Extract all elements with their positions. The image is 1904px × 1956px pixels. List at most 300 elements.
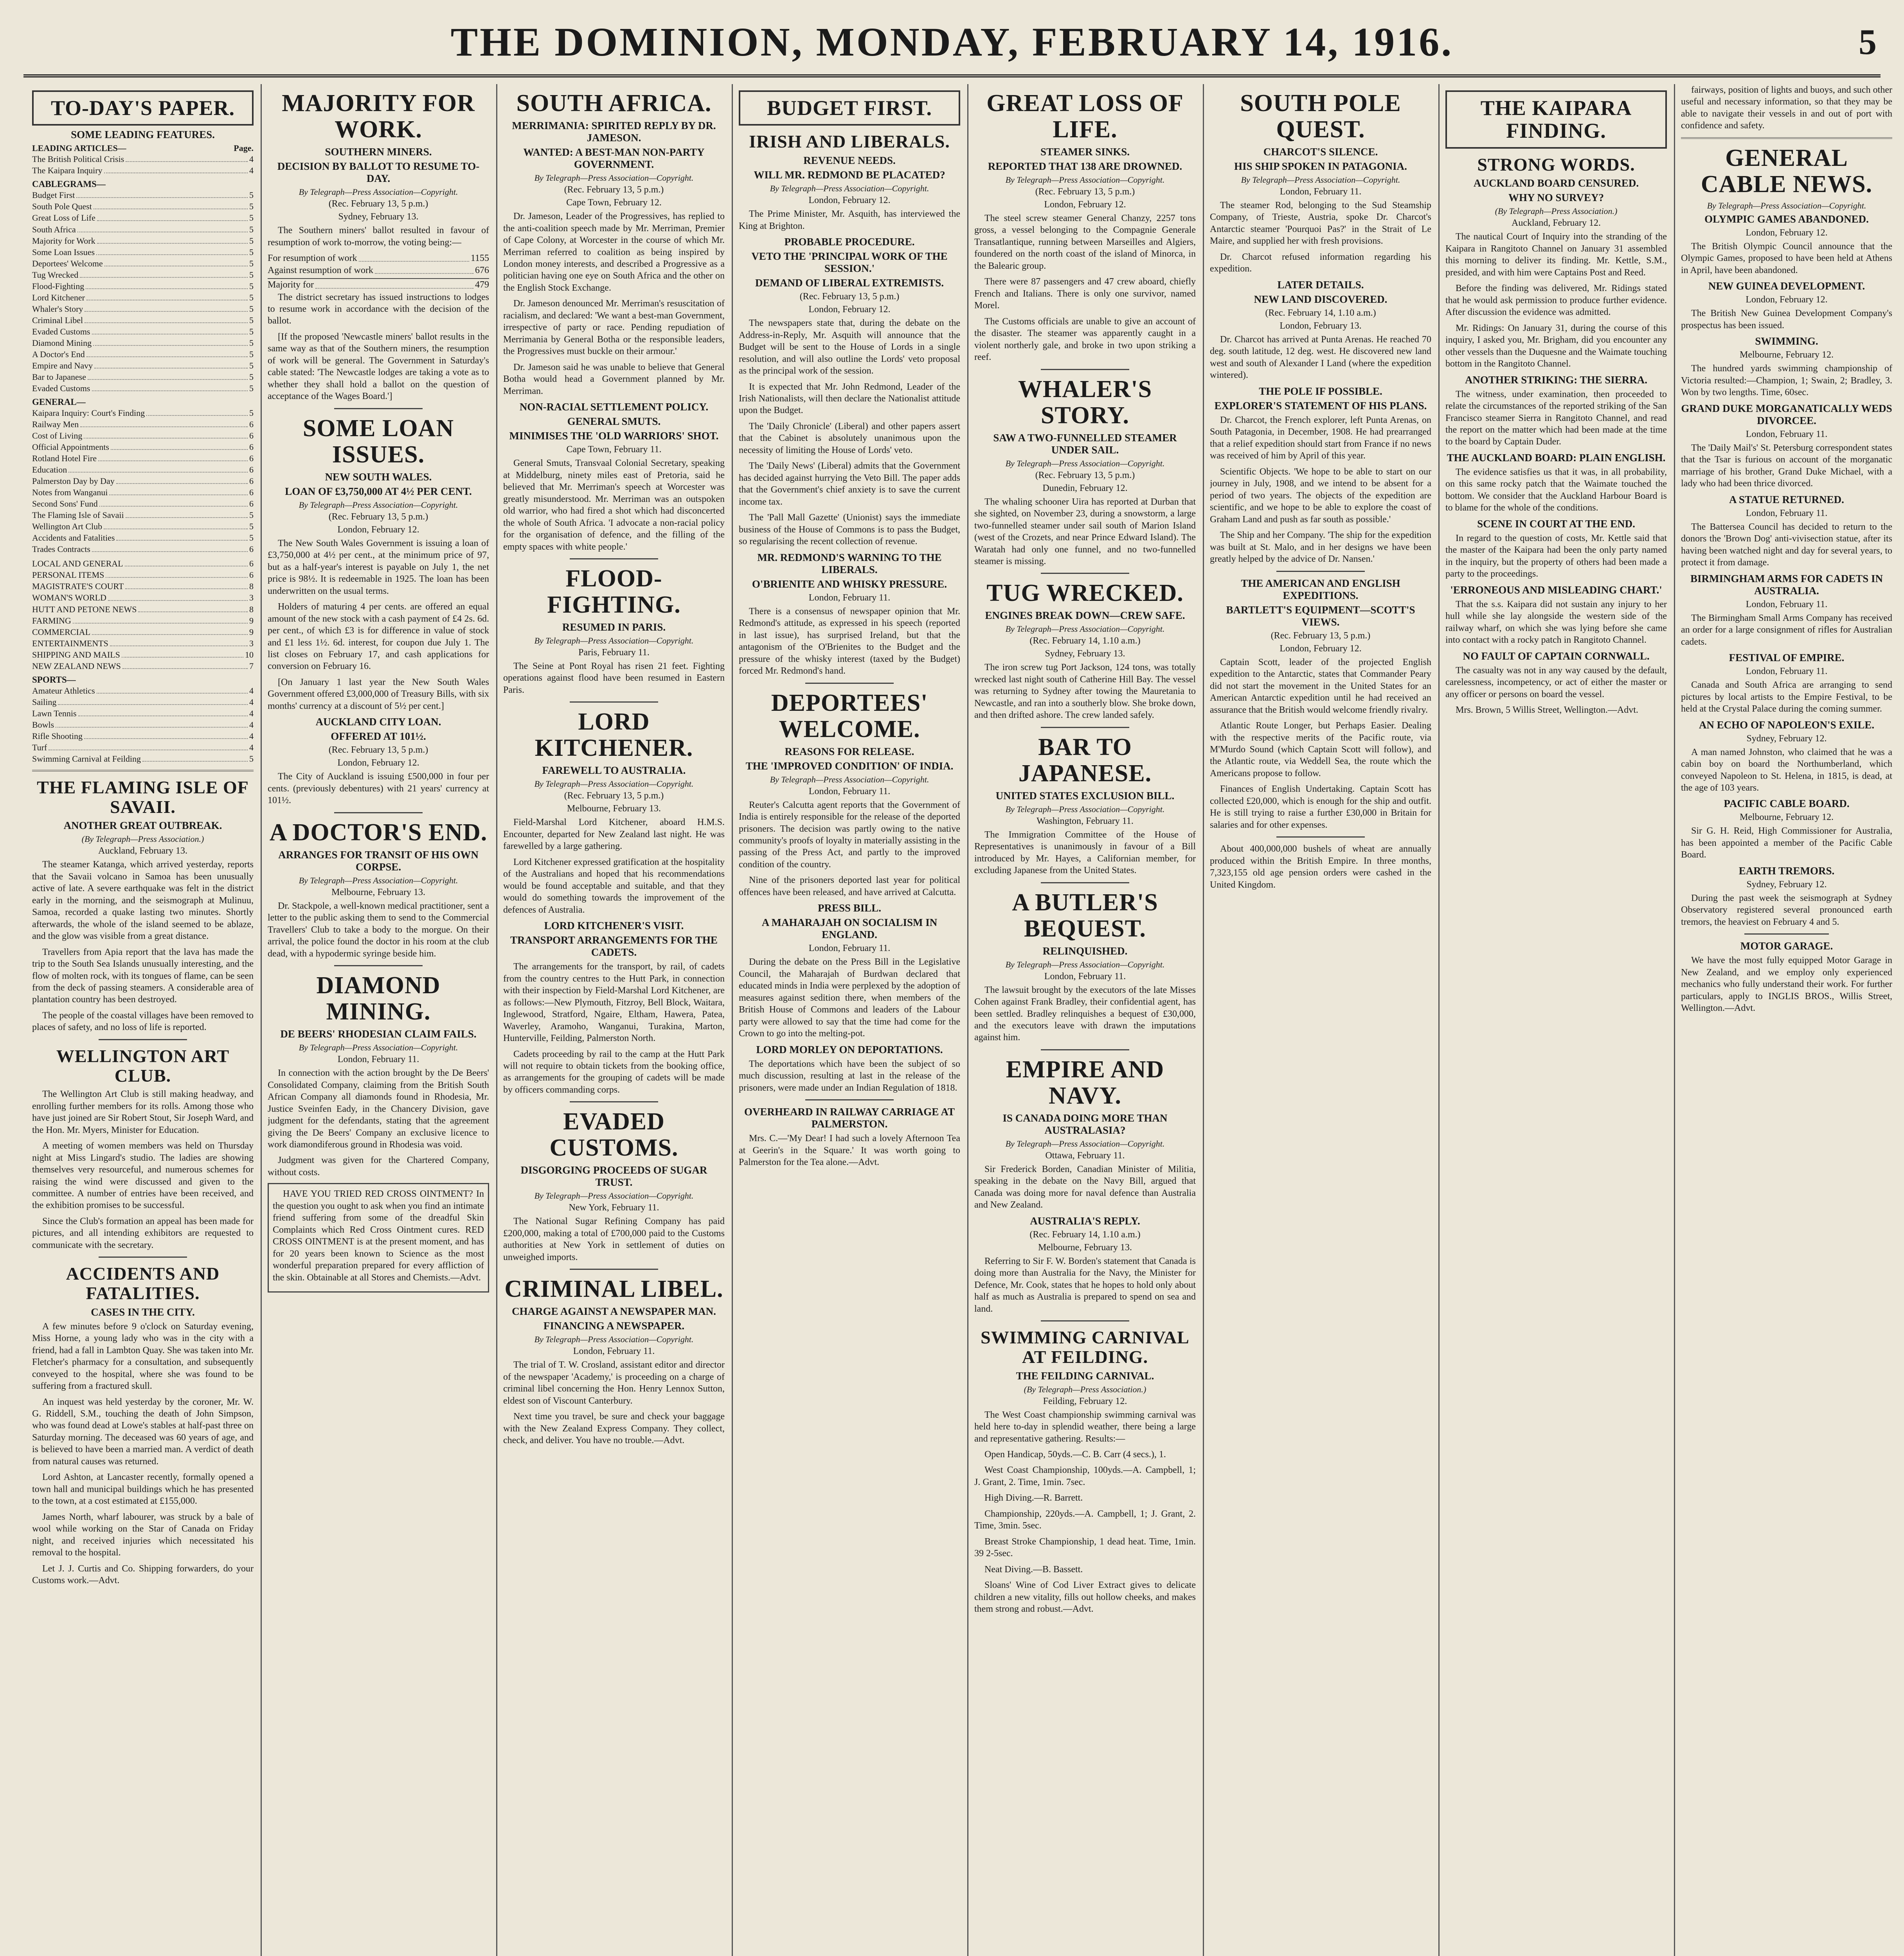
article-paragraph: A meeting of women members was held on Thursday night at Miss Lingard's studio. The ladies are showing themselves very resourceful, and numerous schemes for raising the wind were discussed and given to the committee. A number of entries have been received, and the exhibition promises to be successful. [32, 1141, 254, 1211]
index-entry-title: Bowls [32, 719, 54, 730]
article-heading: THE FLAMING ISLE OF SAVAII. [37, 777, 249, 817]
dateline: Auckland, February 12. [1512, 218, 1601, 228]
article-subheading: THE 'IMPROVED CONDITION' OF INDIA. [745, 760, 954, 772]
received-line: (Rec. February 13, 5 p.m.) [799, 291, 900, 302]
article-heading: SOUTH AFRICA. [516, 90, 712, 117]
index-entry-title: Lord Kitchener [32, 292, 85, 302]
index-entry-title: FARMING [32, 615, 71, 626]
index-entry [32, 201, 254, 212]
advertisement: Next time you travel, be sure and check your baggage with the New Zealand Express Company. They collect, check, and deliver. You have no trouble.—Advt. [503, 1411, 725, 1446]
article-subheading: FINANCING A NEWSPAPER. [543, 1320, 685, 1332]
cable-item-text: Canada and South Africa are arranging to send pictures by local artists to the Empire Festival, to be held at the Crystal Palace during the coming summer. [1681, 680, 1892, 714]
index-entry [32, 246, 254, 258]
dot-leader [88, 371, 248, 380]
separator [805, 1099, 894, 1100]
article-subheading: DECISION BY BALLOT TO RESUME TO-DAY. [277, 160, 480, 184]
article-paragraph: That the s.s. Kaipara did not sustain any injury to her hull while she lay alongside the western side of the railway wharf, on which she was lying before she came into contact with a rocky patch in Rangitoto Channel. [1445, 599, 1667, 645]
index-entry [32, 453, 254, 464]
cable-item-heading: GRAND DUKE MORGANATICALLY WEDS DIVORCEE. [1681, 402, 1892, 426]
dateline: London, February 11. [808, 943, 891, 954]
article-subheading: OFFERED AT 101½. [331, 730, 426, 742]
index-entry-title: ENTERTAINMENTS [32, 638, 108, 648]
article-subheading: 'ERRONEOUS AND MISLEADING CHART.' [1450, 584, 1662, 596]
received-line: (Rec. February 13, 5 p.m.) [564, 185, 664, 195]
vote-row [268, 264, 489, 277]
article-paragraph: Dr. Charcot refused information regarding his expedition. [1210, 252, 1431, 274]
dateline: London, February 11. [337, 1054, 419, 1065]
index-entry-title: Wellington Art Club [32, 521, 103, 532]
article-paragraph: Finances of English Undertaking. Captain Scott has collected £20,000, which is enough for the ship and outfit. He is still trying to raise a further £30,000 in Britain for salaries and for other expenses. [1210, 784, 1431, 830]
article-subheading: AUSTRALIA'S REPLY. [1030, 1215, 1140, 1227]
dateline: London, February 12. [1280, 643, 1362, 654]
dot-leader [92, 326, 248, 334]
index-entry [32, 615, 254, 626]
credit-line: (By Telegraph—Press Association.) [1495, 206, 1618, 216]
article-body [503, 961, 725, 1096]
credit-line: (By Telegraph—Press Association.) [81, 834, 204, 844]
index-entry-page: 5 [249, 521, 254, 532]
article-paragraph: The people of the coastal villages have been removed to places of safety, and no loss of life is reported. [32, 1010, 254, 1033]
article-body [32, 1321, 254, 1559]
dateline: London, February 12. [808, 304, 891, 315]
index-entry [32, 441, 254, 453]
article-subheading: ARRANGES FOR TRANSIT OF HIS OWN CORPSE. [278, 849, 479, 873]
leading-features-subheading: SOME LEADING FEATURES. [71, 129, 215, 141]
ballot-results [268, 252, 489, 291]
article-body [974, 212, 1196, 363]
article-paragraph: High Diving.—R. Barrett. [984, 1493, 1083, 1503]
article-paragraph: The deportations which have been the subject of so much discussion, resulting at last in the release of the prisoners, were made under an Indian Regulation of 1818. [739, 1059, 960, 1093]
dot-leader [86, 349, 248, 357]
article-paragraph: The Seine at Pont Royal has risen 21 feet. Fighting operations against flood have been resumed in Eastern Paris. [503, 661, 725, 695]
article-body [268, 538, 489, 712]
index-entry-title: Great Loss of Life [32, 213, 95, 223]
index-entry-page: 5 [249, 408, 254, 418]
cable-item-heading: BIRMINGHAM ARMS FOR CADETS IN AUSTRALIA. [1690, 572, 1883, 597]
index-entry [32, 212, 254, 223]
article-subheading: O'BRIENITE AND WHISKY PRESSURE. [752, 578, 947, 590]
dateline: London, February 11. [1746, 666, 1828, 677]
article-subheading: CASES IN THE CITY. [91, 1306, 195, 1318]
index-entry-title: Cost of Living [32, 431, 83, 441]
index-entry-title: Amateur Athletics [32, 685, 95, 696]
index-entry-title: Notes from Wanganui [32, 487, 108, 498]
article-paragraph: The steamer Katanga, which arrived yesterday, reports that the Savaii volcano in Samoa has been unusually active of late. A severe earthquake was felt in the district early in the morning, and the seismograph at Mulinuu, Samoa, recorded a quake lasting two minutes. Shortly afterwards, the whole of the island seemed to be ablaze, and the glow was visible from a great distance. [32, 859, 254, 942]
separator [570, 1101, 658, 1102]
index-entry-title: Lawn Tennis [32, 708, 77, 718]
article-paragraph: The iron screw tug Port Jackson, 124 tons, was totally wrecked last night south of Catherine Hill Bay. The vessel was returning to Sydney after towing the Mauretania to Newcastle, and ran into a southerly blow. She broke down, and then drifted ashore. The crew landed safely. [974, 662, 1196, 721]
dot-leader [116, 475, 248, 484]
article-paragraph: The newspapers state that, during the debate on the Address-in-Reply, Mr. Asquith will announce that the Budget will be sent to the House of Lords in a single resolution, and will also outline the Lords' veto proposal as the principal work of the session. [739, 318, 960, 376]
index-entry-title: Turf [32, 742, 47, 752]
index-entry-page: 5 [249, 383, 254, 393]
article-heading: ACCIDENTS AND FATALITIES. [66, 1264, 220, 1303]
article-subheading: IS CANADA DOING MORE THAN AUSTRALASIA? [1002, 1112, 1168, 1136]
separator [1681, 137, 1892, 139]
separator [570, 558, 658, 559]
cablegrams-label: CABLEGRAMS— [32, 179, 106, 189]
cable-item-text: The hundred yards swimming championship of Victoria resulted:—Champion, 1; Swain, 2; Bradley, 3. Won by two lengths. Time, 60sec. [1681, 363, 1892, 398]
article-paragraph: The whaling schooner Uira has reported at Durban that she sighted, on November 23, during a snowstorm, a large two-funnelled steamer under sail south of Marion Island (west of the Crozets, and near Prince Edward Island). The Waratah had only one funnel, and no two-funnelled steamer is missing. [974, 496, 1196, 566]
separator [334, 408, 423, 409]
article-subheading: UNITED STATES EXCLUSION BILL. [995, 789, 1175, 802]
index-page-label: Page. [234, 143, 254, 153]
article-heading: BAR TO JAPANESE. [1018, 734, 1152, 787]
index-entry-page: 6 [249, 499, 254, 509]
article-paragraph: West Coast Championship, 100yds.—A. Campbell, 1; J. Grant, 2. Time, 1min. 7sec. [974, 1465, 1196, 1487]
article-paragraph: Scientific Objects. 'We hope to be able to start on our journey in July, 1908, and we intend to be absent for a period of two years. The objects of the expedition are scientific, and we hope to be able to explore the coast of Graham Land and push as far south as possible.' [1210, 466, 1431, 525]
dateline: London, February 11. [573, 1346, 655, 1357]
dateline: London, February 11. [808, 592, 891, 603]
index-entry-title: Tug Wrecked [32, 270, 79, 280]
credit-line: By Telegraph—Press Association—Copyright. [534, 1334, 694, 1345]
dot-leader [92, 626, 248, 635]
vote-label: Against resumption of work [268, 265, 373, 276]
dot-leader [104, 521, 248, 529]
article-heading: WELLINGTON ART CLUB. [56, 1046, 230, 1086]
dot-leader [78, 708, 248, 716]
separator [99, 1039, 187, 1040]
index-entry-page: 6 [249, 453, 254, 464]
index-entry-title: Budget First [32, 190, 75, 200]
received-line: (Rec. February 14, 1.10 a.m.) [1265, 307, 1376, 318]
column-rule [1674, 84, 1675, 1956]
article-paragraph: The Customs officials are unable to give an account of the disaster. The steamer was apparently caught in a violent northerly gale, and broke in two upon striking a reef. [974, 316, 1196, 363]
index-entry-title: Palmerston Day by Day [32, 476, 115, 486]
article-paragraph: Dr. Jameson said he was unable to believe that General Botha would head a Government planned by Mr. Merriman. [503, 362, 725, 396]
article-body [268, 291, 489, 403]
credit-line: By Telegraph—Press Association—Copyright. [770, 183, 929, 194]
index-entry [32, 649, 254, 660]
article-body [32, 1088, 254, 1251]
article-subheading: ANOTHER STRIKING: THE SIERRA. [1465, 374, 1648, 386]
dot-leader [68, 464, 248, 473]
article-subheading: SCENE IN COURT AT THE END. [1477, 518, 1635, 530]
cable-item-heading: OLYMPIC GAMES ABANDONED. [1704, 213, 1869, 225]
cable-item-text: Sir G. H. Reid, High Commissioner for Australia, has been appointed a member of the Pacific Cable Board. [1681, 826, 1892, 860]
index-entry-title: South Pole Quest [32, 201, 92, 212]
article-paragraph: Mr. Ridings: On January 31, during the course of this inquiry, I asked you, Mr. Brigham, did you encounter any other vessels than the Duquesne and the Waimate touching bottom in the Rangitoto Channel. [1445, 323, 1667, 369]
dateline: London, February 11. [808, 786, 891, 796]
received-line: (Rec. February 13, 5 p.m.) [328, 745, 428, 755]
article-paragraph: The steel screw steamer General Chanzy, 2257 tons gross, a vessel belonging to the Compagnie Generale Transatlantique, running between Marseilles and Algiers, foundered on the north coast of the island of Minorca, in the Balearic group. [974, 213, 1196, 271]
article-subheading: DEMAND OF LIBERAL EXTREMISTS. [755, 277, 944, 289]
article-heading: SOUTH POLE QUEST. [1240, 90, 1401, 143]
vote-count: 1155 [470, 253, 489, 263]
article-subheading: REPORTED THAT 138 ARE DROWNED. [988, 160, 1182, 172]
article-heading: A BUTLER'S BEQUEST. [1012, 889, 1158, 942]
index-entry-title: Kaipara Inquiry: Court's Finding [32, 408, 145, 418]
dateline: Melbourne, February 13. [1038, 1242, 1132, 1253]
index-entry-page: 8 [249, 581, 254, 591]
vote-label: Majority for [268, 280, 314, 290]
dot-leader [125, 558, 248, 566]
cable-item-text: The British New Guinea Development Company's prospectus has been issued. [1681, 308, 1892, 331]
index-entry [32, 430, 254, 441]
index-entry [32, 371, 254, 383]
article-heading: GREAT LOSS OF LIFE. [986, 90, 1184, 143]
index-entry-page: 5 [249, 258, 254, 268]
index-entry [32, 349, 254, 360]
separator [805, 683, 894, 684]
index-entry-page: 6 [249, 476, 254, 486]
index-entry [32, 337, 254, 349]
article-paragraph: The steamer Rod, belonging to the Sud Steamship Company, of Trieste, Austria, spoke Dr. Charcot's Antarctic steamer 'Pourquoi Pas?' in the Strait of Le Maire, and supplied her with fresh provisions. [1210, 200, 1431, 246]
article-paragraph: The Immigration Committee of the House of Representatives is unanimously in favour of a Bill introduced by Mr. Hayes, a Californian member, for excluding Japanese from the United States. [974, 829, 1196, 876]
sports-label: SPORTS— [32, 674, 76, 685]
index-entry-page: 5 [249, 213, 254, 223]
index-entry [32, 719, 254, 730]
article-body [1210, 656, 1431, 831]
index-entry-page: 4 [249, 697, 254, 707]
credit-line: By Telegraph—Press Association—Copyright. [1005, 959, 1165, 969]
dateline: Melbourne, February 13. [567, 804, 661, 814]
dateline: London, February 12. [337, 524, 419, 535]
dot-leader [138, 604, 248, 612]
article-paragraph: Field-Marshal Lord Kitchener, aboard H.M.S. Encounter, departed for New Zealand last night. He was farewelled by a large gathering. [503, 817, 725, 852]
cable-item-text: The 'Daily Mail's' St. Petersburg correspondent states that the Tsar is furious on account of the morganatic marriage of his brother, Grand Duke Michael, with a lady who had been thrice divorced. [1681, 442, 1892, 489]
dateline: London, February 11. [1746, 599, 1828, 609]
index-entry-title: South Africa [32, 224, 76, 234]
index-entry-title: Bar to Japanese [32, 372, 86, 382]
index-entry [32, 581, 254, 592]
article-paragraph: Holders of maturing 4 per cents. are offered an equal amount of the new stock with a cash payment of £4 2s. 6d. per cent., of which £3 is for difference in value of stock and £1 less 1½. 6d. interest, for coupon due July 1. The list closes on February 17, and cash applications for conversion on February 16. [268, 602, 489, 672]
index-entry [32, 660, 254, 672]
index-entry-page: 4 [249, 165, 254, 176]
dot-leader [97, 212, 248, 221]
separator [1276, 571, 1365, 572]
article-body [503, 210, 725, 397]
majority-row [268, 278, 489, 291]
dateline: Paris, February 11. [578, 647, 650, 658]
article-subheading: LORD KITCHENER'S VISIT. [544, 920, 684, 932]
article-paragraph: A few minutes before 9 o'clock on Saturday evening, Miss Horne, a young lady who was in the city with a friend, had a fall in Lambton Quay. She was taken into Mr. Fletcher's pharmacy for a consultation, and subsequently conveyed to the hospital, where she was found to be suffering from a fractured skull. [32, 1321, 254, 1391]
advertisement: Mrs. C.—'My Dear! I had such a lovely Afternoon Tea at Geerin's in the Square.' It was worth going to Palmerston for the Tea alone.—Advt. [739, 1133, 960, 1168]
column-5 [974, 84, 1196, 1956]
separator [570, 1269, 658, 1270]
index-entry-title: PERSONAL ITEMS [32, 570, 104, 580]
dot-leader [126, 153, 248, 162]
article-subheading: WILL MR. REDMOND BE PLACATED? [754, 169, 945, 181]
index-entry-title: Rifle Shooting [32, 731, 83, 741]
article-paragraph: Atlantic Route Longer, but Perhaps Easier. Dealing with the respective merits of the Pacific route, via M'Murdo Sound (which Captain Scott will follow), and the Atlantic route, via Weddell Sea, the route which the Americans propose to follow. [1210, 721, 1431, 778]
article-subheading: PRESS BILL. [817, 902, 882, 914]
index-entry-title: Whaler's Story [32, 304, 83, 314]
index-entry-page: 4 [249, 742, 254, 752]
dot-leader [94, 360, 248, 369]
dot-leader [111, 441, 248, 450]
article-subheading: GENERAL SMUTS. [567, 415, 661, 428]
separator [99, 1257, 187, 1258]
article-paragraph: The City of Auckland is issuing £500,000 in four per cents. (previously debentures) with 21 years' currency at 101½. [268, 771, 489, 806]
article-subheading: DISGORGING PROCEEDS OF SUGAR TRUST. [520, 1164, 707, 1188]
index-entry-page: 4 [249, 731, 254, 741]
received-line: (Rec. February 14, 1.10 a.m.) [1029, 636, 1141, 646]
dot-leader [106, 569, 248, 578]
dot-leader [56, 719, 248, 728]
vote-count: 479 [475, 280, 489, 290]
article-heading: TUG WRECKED. [986, 580, 1184, 607]
article-paragraph: The West Coast championship swimming carnival was held here to-day in splendid weather, there being a large and representative gathering. Results:— [974, 1409, 1196, 1444]
article-paragraph: An inquest was held yesterday by the coroner, Mr. W. G. Riddell, S.M., touching the death of John Simpson, who was found dead at Lowe's stables at half-past three on Saturday morning. The deceased was 60 years of age, and is believed to have been a married man. A verdict of death from natural causes was returned. [32, 1397, 254, 1467]
index-entry-title: The Kaipara Inquiry [32, 165, 103, 176]
index-entry-title: MAGISTRATE'S COURT [32, 581, 124, 591]
dateline: London, February 11. [1044, 971, 1126, 982]
advertisement: Let J. J. Curtis and Co. Shipping forwarders, do your Customs work.—Advt. [32, 1563, 254, 1586]
index-entry-page: 9 [249, 627, 254, 637]
separator [1041, 1049, 1129, 1050]
article-paragraph: The evidence satisfies us that it was, in all probability, on this same rocky patch that the Waimate touched the bottom. We consider that the Auckland Harbour Board is to blame for the whole of the conditions. [1445, 467, 1667, 513]
article-paragraph: The district secretary has issued instructions to lodges to resume work in accordance with the decision of the ballot. [268, 292, 489, 326]
results-list [974, 1449, 1196, 1575]
article-subheading: LORD MORLEY ON DEPORTATIONS. [756, 1043, 943, 1055]
article-paragraph: Breast Stroke Championship, 1 dead heat. Time, 1min. 39 2-5sec. [974, 1536, 1196, 1559]
index-entry-title: Accidents and Fatalities [32, 533, 115, 543]
dot-leader [146, 407, 248, 416]
article-subheading: HIS SHIP SPOKEN IN PATAGONIA. [1234, 160, 1407, 172]
dot-leader [126, 509, 248, 518]
article-heading: EVADED CUSTOMS. [549, 1108, 678, 1161]
dot-leader [122, 649, 243, 658]
article-subheading: THE AMERICAN AND ENGLISH EXPEDITIONS. [1241, 577, 1400, 601]
article-paragraph: James North, wharf labourer, was struck by a bale of wool while working on the Star of Canada on Friday night, and received injuries which necessitated his removal to the hospital. [32, 1512, 254, 1558]
index-entry [32, 730, 254, 742]
article-paragraph: The Prime Minister, Mr. Asquith, has interviewed the King at Brighton. [739, 209, 960, 231]
article-subheading: TRANSPORT ARRANGEMENTS FOR THE CADETS. [510, 934, 718, 958]
index-entry-page: 5 [249, 190, 254, 200]
dateline: London, February 11. [1280, 187, 1362, 197]
advertisement: We have the most fully equipped Motor Garage in New Zealand, and we employ only experienced mechanics who fully understand their work. For further particulars, apply to INGLIS BROS., Willis Street, Wellington.—Advt. [1681, 955, 1892, 1014]
dot-leader [110, 638, 248, 646]
credit-line: By Telegraph—Press Association—Copyright. [1005, 175, 1165, 185]
article-heading: STRONG WORDS. [1477, 154, 1635, 174]
article-body [1210, 200, 1431, 275]
index-entry-title: LOCAL AND GENERAL [32, 559, 123, 569]
dateline: Sydney, February 12. [1746, 879, 1827, 890]
article-paragraph: Since the Club's formation an appeal has been made for pictures, and all intending exhibitors are requested to communicate with the secretary. [32, 1216, 254, 1250]
article-body [32, 859, 254, 1034]
index-entry-page: 6 [249, 442, 254, 452]
index-entry-page: 5 [249, 753, 254, 764]
article-heading: THE KAIPARA FINDING. [1445, 90, 1667, 149]
article-subheading: FAREWELL TO AUSTRALIA. [542, 764, 686, 777]
index-entry-page: 5 [249, 304, 254, 314]
advertisement: Sloans' Wine of Cod Liver Extract gives to delicate children a new vitality, fills out hollow cheeks, and makes them strong and robust.—Advt. [974, 1580, 1196, 1614]
index-entry-page: 4 [249, 154, 254, 164]
credit-line: By Telegraph—Press Association—Copyright. [534, 173, 694, 183]
article-subheading: RESUMED IN PARIS. [562, 621, 666, 633]
index-entry-title: Education [32, 465, 67, 475]
dateline: Sydney, February 13. [1045, 649, 1125, 659]
index-entry-title: Flood-Fighting [32, 281, 85, 291]
received-line: (Rec. February 14, 1.10 a.m.) [1029, 1229, 1141, 1240]
sports-list [32, 685, 254, 764]
index-entry [32, 258, 254, 269]
index-entry [32, 360, 254, 371]
article-paragraph: The 'Daily News' (Liberal) admits that the Government has decided against hurrying the Veto Bill. The paper adds that the Government's chief anxiety is to save the current income tax. [739, 461, 960, 507]
article-subheading: ENGINES BREAK DOWN—CREW SAFE. [985, 609, 1185, 622]
article-heading: A DOCTOR'S END. [269, 819, 488, 846]
index-entry [32, 475, 254, 487]
column-rule [1203, 84, 1204, 1956]
dot-leader [86, 292, 248, 300]
column-7 [1445, 84, 1667, 1956]
article-subheading: SOUTHERN MINERS. [325, 146, 432, 158]
dot-leader [85, 303, 248, 312]
article-paragraph: fairways, position of lights and buoys, and such other useful and necessary information, so that they may be able to navigate their vessels in and out of port with confidence and safety. [1681, 85, 1892, 131]
dot-leader [97, 685, 248, 694]
index-entry-page: 5 [249, 201, 254, 212]
credit-line: By Telegraph—Press Association—Copyright. [1005, 1138, 1165, 1149]
article-subheading: DE BEERS' RHODESIAN CLAIM FAILS. [280, 1028, 477, 1040]
dateline: Washington, February 11. [1037, 816, 1134, 826]
cable-item-heading: A STATUE RETURNED. [1729, 493, 1844, 505]
cables-list [32, 189, 254, 394]
article-subheading: MERRIMANIA: SPIRITED REPLY BY DR. JAMESON. [512, 119, 716, 144]
index-entry [32, 269, 254, 280]
article-paragraph: Dr. Jameson denounced Mr. Merriman's resuscitation of racialism, and declared: 'We want a best-man Government, irrespective of party or race. Pending repudiation of Merrimania by General Botha or the responsible leaders, the Progressives must buckle on their armour.' [503, 298, 725, 357]
article-paragraph: The Wellington Art Club is still making headway, and enrolling further members for its rolls. Among those who have just joined are Sir Robert Stout, Sir Joseph Ward, and the Hon. Mr. Myers, Minister for Education. [32, 1089, 254, 1135]
dot-leader [80, 419, 248, 427]
dateline: Melbourne, February 13. [331, 887, 425, 897]
index-entry-page: 5 [249, 372, 254, 382]
article-paragraph: [On January 1 last year the New South Wales Government offered £3,000,000 of Treasury Bills, with six months' currency at a discount of 5½ per cent.] [268, 677, 489, 711]
article-subheading: MINIMISES THE 'OLD WARRIORS' SHOT. [509, 430, 719, 442]
article-subheading: AUCKLAND CITY LOAN. [315, 716, 441, 728]
separator [334, 812, 423, 813]
article-subheading: OVERHEARD IN RAILWAY CARRIAGE AT PALMERSTON. [744, 1106, 955, 1130]
article-heading: WHALER'S STORY. [1018, 376, 1152, 429]
dot-leader [108, 592, 248, 600]
article-paragraph: During the debate on the Press Bill in the Legislative Council, the Maharajah of Burdwan declared that educated minds in India were perplexed by the adoption of measures against sedition there, when members of the British House of Commons and leaders of the Labour party were allowed to say that the time had come for the Crown to go into the melting-pot. [739, 957, 960, 1039]
general-label: GENERAL— [32, 397, 86, 407]
article-subheading: CHARGE AGAINST A NEWSPAPER MAN. [512, 1305, 716, 1318]
credit-line: By Telegraph—Press Association—Copyright. [1707, 200, 1866, 210]
index-entry [32, 626, 254, 638]
leading-list [32, 153, 254, 176]
dot-leader [125, 581, 248, 589]
dot-leader [94, 201, 248, 209]
article-heading: IRISH AND LIBERALS. [749, 131, 950, 152]
dot-leader [85, 315, 248, 323]
index-entry-page: 6 [249, 465, 254, 475]
cable-item-text: The British Olympic Council announce that the Olympic Games, proposed to have been held at Athens in April, have been abandoned. [1681, 241, 1892, 275]
article-paragraph: There is a consensus of newspaper opinion that Mr. Redmond's attitude, as expressed in his speech (reported in last issue), has surprised Ireland, but that the antagonism of the O'Brienites to the Budget and the pressure of the whisky interest (taxed by the Budget) forced Mr. Redmond's hand. [739, 606, 960, 676]
dot-leader [49, 742, 248, 750]
article-body [503, 816, 725, 916]
dateline: Melbourne, February 12. [1740, 812, 1834, 823]
newspaper-title: THE DOMINION, MONDAY, FEBRUARY 14, 1916. [450, 20, 1454, 65]
dateline: Cape Town, February 12. [566, 198, 662, 208]
credit-line: (By Telegraph—Press Association.) [1024, 1384, 1146, 1394]
article-paragraph: Dr. Charcot, the French explorer, left Punta Arenas, on South Patagonia, in December, 1908. He had prearranged that a relief expedition should start from France if no news was received of him by April of this year. [1210, 415, 1431, 461]
dot-leader [77, 224, 248, 232]
article-paragraph: Referring to Sir F. W. Borden's statement that Canada is doing more than Australia for the Navy, the Minister for Defence, Mr. Cook, states that he hopes to hold only about half as much as Australia is prepared to spend on sea and land. [974, 1256, 1196, 1314]
article-subheading: THE AUCKLAND BOARD: PLAIN ENGLISH. [1447, 451, 1666, 464]
article-paragraph: The Ship and her Company. 'The ship for the expedition was built at St. Malo, and in her designs we have been greatly helped by the advice of Dr. Nansen.' [1210, 530, 1431, 565]
paper-index [32, 143, 254, 764]
dot-leader [76, 189, 248, 198]
index-entry-page: 5 [249, 326, 254, 336]
credit-line: By Telegraph—Press Association—Copyright. [534, 636, 694, 646]
separator [1041, 1320, 1129, 1321]
dateline: Dunedin, February 12. [1042, 483, 1128, 493]
article-body [1210, 414, 1431, 565]
column-3 [503, 84, 725, 1956]
article-paragraph: Before the finding was delivered, Mr. Ridings stated that he would ask permission to produce further evidence. After discussion the evidence was admitted. [1445, 283, 1667, 318]
article-paragraph: Cadets proceeding by rail to the camp at the Hutt Park will not require to obtain tickets from the booking office, as arrangements for the grouping of cadets will be made by officers commanding corps. [503, 1049, 725, 1095]
article-paragraph: The New South Wales Government is issuing a loan of £3,750,000 at 4½ per cent., at the minimum price of 97, but as a half-year's interest is payable on July 1, the net price is 98½. It is redeemable in 1925. The loan has been underwritten on the usual terms. [268, 538, 489, 596]
